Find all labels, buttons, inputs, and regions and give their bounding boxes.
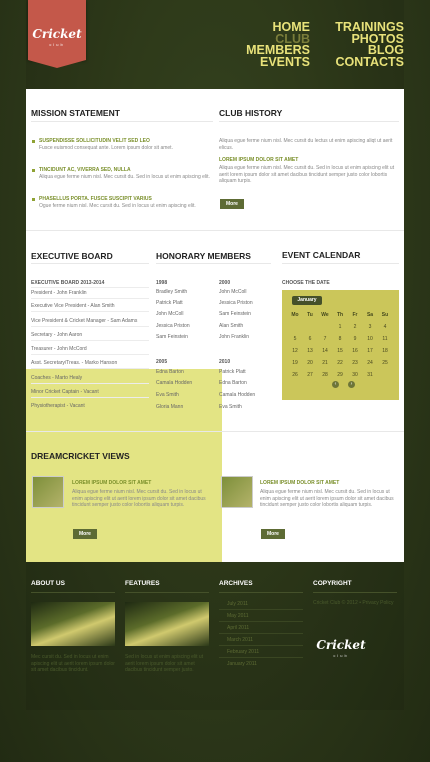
calendar-date[interactable]: 25 [382,360,388,366]
calendar-date[interactable]: 21 [322,360,328,366]
history-intro: Aliqua egue ferme nium nisl. Mec cursit du lectus ut enim apiscing aliqt ut aerit elicus. [219,138,393,151]
archive-link[interactable]: July 2011 [227,601,249,607]
archive-link[interactable]: January 2011 [227,661,257,667]
archive-link[interactable]: May 2011 [227,613,249,619]
nav-events[interactable]: EVENTS [259,54,310,69]
bullet-icon [32,169,35,172]
archive-divider [219,633,303,634]
calendar-title: EVENT CALENDAR [282,250,361,260]
calendar-day-header: Mo [291,312,299,318]
list-divider [31,326,149,327]
footer-archives-title: ARCHIVES [219,580,253,587]
list-item: Coaches - Marto Healy [31,375,83,381]
divider [31,263,149,264]
calendar-day-header: Su [381,312,389,318]
footer-logo-text[interactable]: Cricket [316,638,366,652]
calendar-date[interactable]: 4 [383,324,387,330]
footer-about-title: ABOUT US [31,580,65,587]
list-item: Executive Vice President - Alan Smith [31,303,115,309]
calendar-date[interactable]: 1 [338,324,342,330]
calendar-date[interactable]: 16 [352,348,358,354]
calendar-day-header: Th [336,312,344,318]
archive-divider [219,609,303,610]
nav-trainings[interactable]: TRAININGS [335,20,404,34]
view-more-button[interactable]: More [73,529,97,539]
mission-item-text: Aliqua egue ferme nium nisl. Mec cursit du. Sed in locus ut enim apiscing elit. [39,174,210,180]
calendar-date[interactable]: 30 [352,372,358,378]
mission-item-title[interactable]: PHASELLUS PORTA. FUSCE SUSCIPIT VARIUS [39,196,152,202]
logo-text: Cricket [32,27,82,41]
list-item: Jessica Priston [219,300,253,306]
bullet-icon [32,198,35,201]
history-subtitle: LOREM IPSUM DOLOR SIT AMET [219,157,299,163]
list-item: Asst. Secretary/Treas. - Marko Hanson [31,360,118,366]
nav-contacts[interactable]: CONTACTS [335,54,404,69]
main-nav-right [320,22,404,68]
list-divider [31,340,149,341]
footer-features-text: Sed in locus ut enim apiscing elit ut aerit lorem ipsum dolor sit amet dacibus tincidunt semper justo. [125,654,204,673]
calendar-date[interactable]: 7 [323,336,327,342]
calendar-month: January [292,296,322,305]
list-item: Physiotherapist - Vacant [31,403,85,409]
divider [219,121,399,122]
view-text: Aliqua egue ferme nium nisl. Mec cursit du. Sed in locus ut enim apiscing elit ut aerit lorem ipsum dolor sit amet dacibus tincidunt semper justo color lobortis aliquam turpis. [72,489,206,508]
honorary-year: 2000 [219,280,231,286]
calendar-choose-label: CHOOSE THE DATE [282,280,330,286]
view-thumbnail[interactable] [32,476,64,508]
calendar-date[interactable]: 31 [367,372,373,378]
calendar-date[interactable]: 28 [322,372,328,378]
list-item: Camala Hodden [219,392,256,398]
footer-logo-subtext: club [333,653,349,658]
calendar-date[interactable]: 15 [337,348,343,354]
calendar-date[interactable]: 27 [307,372,313,378]
calendar-date[interactable]: 20 [307,360,313,366]
footer-divider [31,592,115,593]
archive-divider [219,621,303,622]
footer-divider [313,592,397,593]
history-more-button[interactable]: More [220,199,244,209]
list-item: Vice President & Cricket Manager - Sam Adams [31,318,138,324]
footer-about-image[interactable] [31,602,115,646]
executive-subtitle: EXECUTIVE BOARD 2013-2014 [31,280,105,286]
mission-item-title[interactable]: SUSPENDISSE SOLLICITUDIN VELIT SED LEO [39,138,150,144]
list-divider [31,397,149,398]
archive-link[interactable]: March 2011 [227,637,254,643]
calendar-date[interactable]: 18 [382,348,388,354]
calendar-next-icon[interactable]: › [348,381,355,388]
footer-divider [219,592,303,593]
list-item: John Franklin [219,334,250,340]
list-item: John McColl [156,311,184,317]
section-divider [26,431,404,432]
list-divider [31,368,149,369]
nav-club[interactable]: CLUB [275,31,310,46]
mission-item-text: Ogue ferme nium nisl. Mec cursit du. Sed in locus ut enim apiscing elit. [39,203,196,209]
calendar-date[interactable]: 26 [292,372,298,378]
archive-link[interactable]: April 2011 [227,625,250,631]
view-title[interactable]: LOREM IPSUM DOLOR SIT AMET [72,480,152,486]
mission-item-text: Fusce euismod consequat ante. Lorem ipsum dolor sit amet. [39,145,173,151]
list-item: Secretary - John Aaron [31,332,83,338]
calendar-date[interactable]: 13 [307,348,313,354]
footer-divider [125,592,209,593]
calendar-date[interactable]: 19 [292,360,298,366]
honorary-year: 2005 [156,359,168,365]
list-item: Minor Cricket Captain - Vacant [31,389,99,395]
archive-link[interactable]: February 2011 [227,649,260,655]
list-item: Eva Smith [156,392,179,398]
calendar-day-header: Tu [307,312,313,318]
calendar-day-header: We [321,312,329,318]
calendar-date[interactable]: 3 [368,324,372,330]
history-text: Aliqua egue ferme nium nisl. Mec cursit du. Sed in locus ut enim apiscing elit ut aerit lorem ipsum dolor sit amet dacibus tincidunt semper justo color lobortis aliquam turpis. [219,165,395,184]
divider [156,263,271,264]
nav-blog[interactable]: BLOG [367,43,404,57]
list-item: Bradley Smith [156,289,188,295]
view-title[interactable]: LOREM IPSUM DOLOR SIT AMET [260,480,340,486]
list-item: Edna Barton [156,369,184,375]
calendar-date[interactable]: 10 [367,336,373,342]
archive-divider [219,657,303,658]
main-nav-left [230,22,310,68]
list-item: Sam Feinstein [156,334,188,340]
footer-features-image[interactable] [125,602,209,646]
list-divider [31,383,149,384]
calendar-date[interactable]: 17 [367,348,373,354]
mission-item-title[interactable]: TINCIDUNT AC, VIVERRA SED, NULLA [39,167,131,173]
mission-title: MISSION STATEMENT [31,108,120,118]
list-item: Sam Feinstein [219,311,251,317]
views-title: DREAMCRICKET VIEWS [31,451,130,461]
calendar-date[interactable]: 9 [353,336,357,342]
calendar-date[interactable]: 23 [352,360,358,366]
history-title: CLUB HISTORY [219,108,283,118]
list-divider [31,311,149,312]
list-item: Jessica Priston [156,323,190,329]
calendar-date[interactable]: 12 [292,348,298,354]
executive-title: EXECUTIVE BOARD [31,251,113,261]
nav-members[interactable]: MEMBERS [246,43,310,57]
view-more-button[interactable]: More [261,529,285,539]
list-item: Patrick Platt [156,300,183,306]
bullet-icon [32,140,35,143]
calendar-day-header: Sa [366,312,374,318]
list-divider [31,354,149,355]
footer-copyright-title: COPYRIGHT [313,580,352,587]
calendar-date[interactable]: 22 [337,360,343,366]
honorary-title: HONORARY MEMBERS [156,251,251,261]
nav-home[interactable]: HOME [272,20,310,34]
logo-subtext: club [49,42,65,47]
section-divider [26,230,404,231]
calendar-date[interactable]: 24 [367,360,373,366]
list-item: Alan Smith [219,323,244,329]
list-item: Treasurer - John McCord [31,346,87,352]
list-item: Patrick Platt [219,369,246,375]
nav-photos[interactable]: PHOTOS [351,31,404,46]
calendar-date[interactable]: 5 [293,336,297,342]
archive-divider [219,645,303,646]
footer-copyright-text[interactable]: Cricket Club © 2012 • Privacy Policy [313,600,394,606]
calendar-prev-icon[interactable]: ‹ [332,381,339,388]
calendar-widget [282,290,399,400]
logo[interactable] [28,0,86,60]
divider [282,263,399,264]
calendar-day-header: Fr [352,312,358,318]
footer-about-text: Mec cursit du. Sed in locus ut enim apiscing elit ut aerit lorem ipsum dolor sit amet dacibus tincidunt. [31,654,115,673]
list-item: President - John Franklin [31,290,87,296]
honorary-year: 2010 [219,359,231,365]
footer-features-title: FEATURES [125,580,160,587]
calendar-date[interactable]: 6 [308,336,312,342]
calendar-date[interactable]: 2 [353,324,357,330]
list-item: John McColl [219,289,247,295]
list-divider [31,287,149,288]
list-divider [31,298,149,299]
honorary-year: 1998 [156,280,168,286]
calendar-date[interactable]: 29 [337,372,343,378]
list-item: Eva Smith [219,404,242,410]
calendar-date[interactable]: 14 [322,348,328,354]
calendar-date[interactable]: 11 [382,336,388,342]
view-text: Aliqua egue ferme nium nisl. Mec cursit du. Sed in locus ut enim apiscing elit ut aerit lorem ipsum dolor sit amet dacibus tincidunt semper justo color lobortis aliquam turpis. [260,489,394,508]
view-thumbnail[interactable] [221,476,253,508]
calendar-date[interactable]: 8 [338,336,342,342]
divider [31,121,213,122]
list-item: Camala Hodden [156,380,193,386]
list-item: Edna Barton [219,380,247,386]
list-item: Gloria Mann [156,404,184,410]
